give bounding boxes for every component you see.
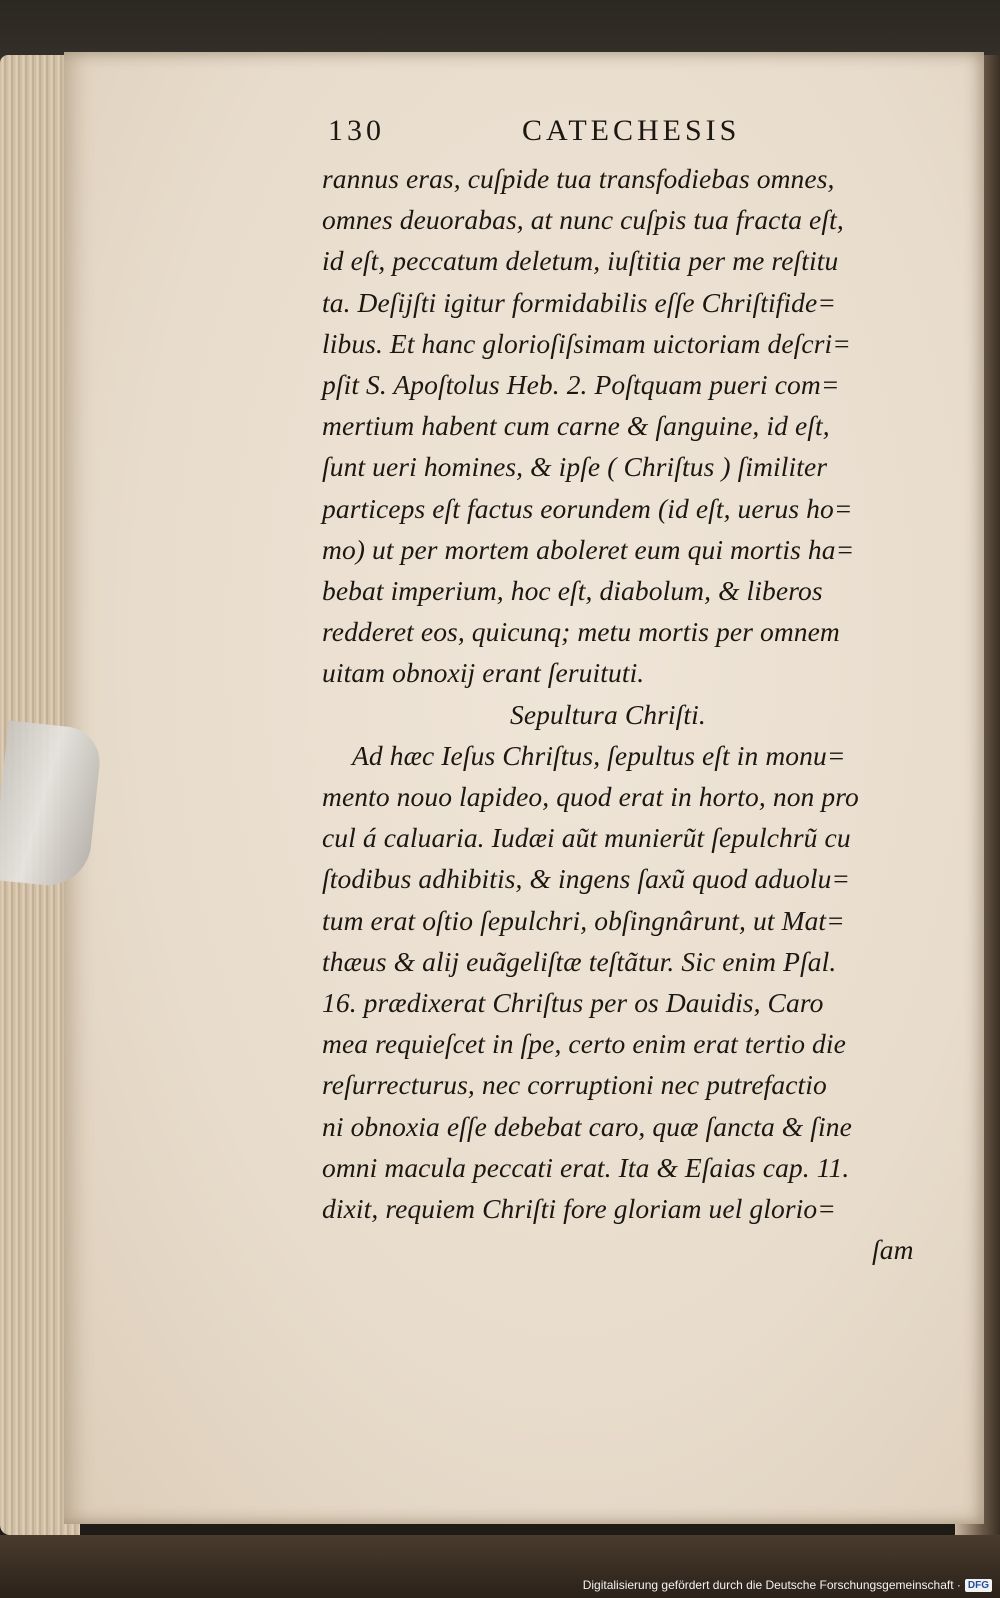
section-line: thæus & alij euãgeliſtæ teſtãtur. Sic enim Pſal.	[322, 945, 837, 977]
body-line: libus. Et hanc glorioſiſsimam uictoriam deſcri=	[322, 327, 851, 359]
body-line: ſunt ueri homines, & ipſe ( Chriſtus ) ſimiliter	[322, 451, 828, 483]
body-line: bebat imperium, hoc eſt, diabolum, & liberos	[322, 575, 823, 607]
section-heading: Sepultura Chriſti.	[510, 698, 706, 730]
page-number: 130	[328, 114, 385, 147]
section-line: ſtodibus adhibitis, & ingens ſaxũ quod aduolu=	[322, 863, 851, 895]
body-line: id eſt, peccatum deletum, iuſtitia per me reſtitu	[322, 245, 839, 277]
section-line: dixit, requiem Chriſti fore gloriam uel glorio=	[322, 1193, 836, 1225]
section-line: 16. prædixerat Chriſtus per os Dauidis, Caro	[322, 987, 824, 1019]
body-line: omnes deuorabas, at nunc cuſpis tua fracta eſt,	[322, 204, 844, 236]
section-line: cul á caluaria. Iudæi aũt munierũt ſepulchrũ cu	[322, 822, 851, 854]
catchword: ſam	[872, 1234, 914, 1266]
section-line: omni macula peccati erat. Ita & Eſaias cap. 11.	[322, 1151, 850, 1183]
section-line: ni obnoxia eſſe debebat caro, quæ ſancta & ſine	[322, 1110, 852, 1142]
body-line: redderet eos, quicunq; metu mortis per omnem	[322, 616, 840, 648]
body-line: rannus eras, cuſpide tua transfodiebas omnes,	[322, 163, 835, 194]
dfg-logo-badge: DFG	[965, 1579, 992, 1592]
body-line: pſit S. Apoſtolus Heb. 2. Poſtquam pueri com=	[322, 369, 840, 401]
credit-text: Digitalisierung gefördert durch die Deutsche Forschungsgemeinschaft ·	[582, 1578, 961, 1592]
body-line: mertium habent cum carne & ſanguine, id eſt,	[322, 410, 830, 442]
section-line: reſurrecturus, nec corruptioni nec putrefactio	[322, 1069, 827, 1101]
body-line: ta. Deſijſti igitur formidabilis eſſe Chriſtifide=	[322, 286, 836, 318]
page-text-block	[322, 110, 942, 1270]
section-line: mento nouo lapideo, quod erat in horto, non pro	[322, 781, 859, 813]
section-line: tum erat oſtio ſepulchri, obſingnârunt, ut Mat=	[322, 904, 845, 936]
body-line: uitam obnoxij erant ſeruituti.	[322, 657, 645, 689]
running-title: CATECHESIS	[522, 114, 741, 147]
section-line: mea requieſcet in ſpe, certo enim erat tertio die	[322, 1028, 846, 1060]
page-header	[322, 110, 942, 158]
digitization-credit	[583, 1578, 992, 1592]
body-line: particeps eſt factus eorundem (id eſt, uerus ho=	[322, 492, 853, 524]
body-line: mo) ut per mortem aboleret eum qui mortis ha=	[322, 533, 855, 565]
section-line: Ad hæc Ieſus Chriſtus, ſepultus eſt in monu=	[352, 739, 846, 771]
